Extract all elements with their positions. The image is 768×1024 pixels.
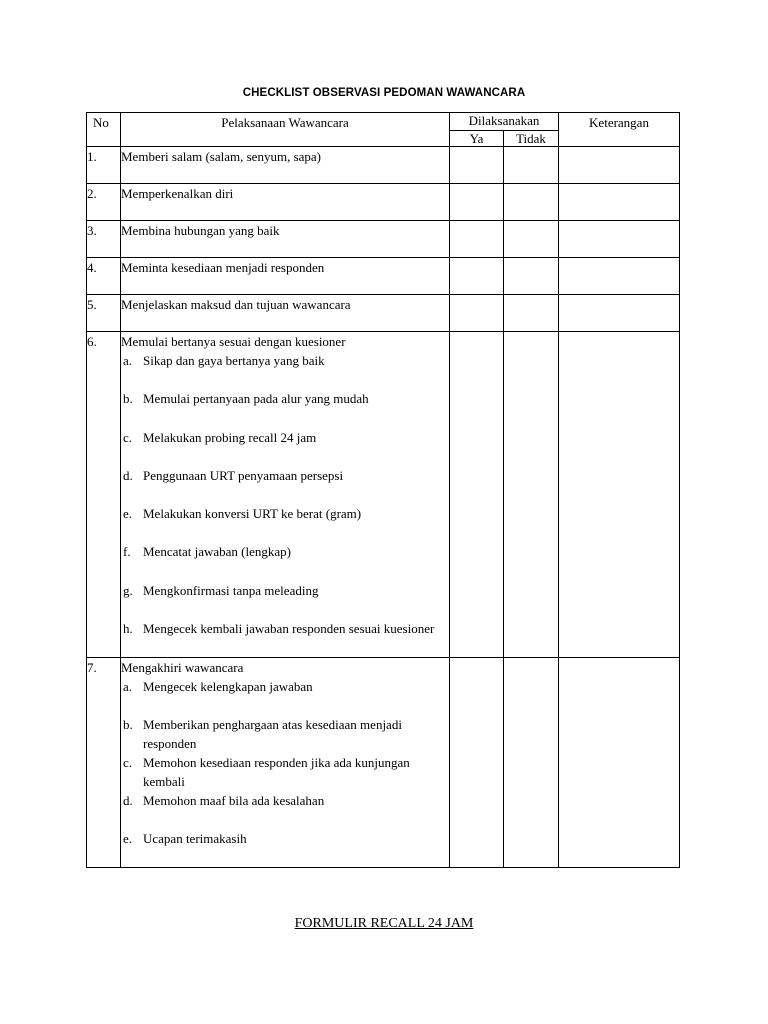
row-activity-label: Mengakhiri wawancara — [121, 660, 244, 675]
row-number: 4. — [87, 258, 121, 295]
list-item-text: Mengkonfirmasi tanpa meleading — [143, 582, 319, 598]
list-item — [121, 351, 449, 370]
header-activity: Pelaksanaan Wawancara — [121, 113, 450, 147]
row-activity — [121, 658, 450, 868]
row-number: 7. — [87, 658, 121, 868]
recall-form-title: FORMULIR RECALL 24 JAM — [294, 916, 474, 931]
list-item-text: Mengecek kelengkapan jawaban — [143, 679, 313, 694]
list-item-letter: b. — [123, 717, 133, 732]
list-item-text: Memohon maaf bila ada kesalahan — [143, 793, 325, 808]
sub-item-list — [121, 351, 449, 638]
notes-cell[interactable] — [559, 295, 680, 332]
list-item-text: Sikap dan gaya bertanya yang baik — [143, 353, 325, 368]
tidak-cell[interactable] — [504, 184, 559, 221]
row-activity — [121, 332, 450, 658]
list-item — [121, 753, 449, 791]
checklist-table — [86, 112, 680, 868]
row-number: 2. — [87, 184, 121, 221]
row-activity: Meminta kesediaan menjadi responden — [121, 258, 450, 295]
tidak-cell[interactable] — [504, 221, 559, 258]
list-item-letter: c. — [123, 755, 133, 770]
row-number: 1. — [87, 147, 121, 184]
list-item-text: Penggunaan URT penyamaan persepsi — [143, 467, 344, 483]
list-item — [121, 466, 449, 485]
sub-item-list — [121, 677, 449, 848]
header-tidak: Tidak — [504, 131, 559, 147]
list-item — [121, 542, 449, 561]
document-title: CHECKLIST OBSERVASI PEDOMAN WAWANCARA — [242, 87, 526, 99]
list-item — [121, 619, 449, 638]
notes-cell[interactable] — [559, 184, 680, 221]
list-item-text: Memberikan penghargaan atas kesediaan menjadi responden — [143, 717, 402, 751]
list-item-letter: e. — [123, 506, 133, 521]
table-row — [87, 184, 680, 221]
list-item — [121, 829, 449, 848]
list-item-text: Ucapan terimakasih — [143, 831, 247, 846]
row-activity: Memberi salam (salam, senyum, sapa) — [121, 147, 450, 184]
tidak-cell[interactable] — [504, 147, 559, 184]
list-item-text: Memohon kesediaan responden jika ada kunjungan kembali — [143, 755, 410, 789]
yes-cell[interactable] — [450, 295, 504, 332]
list-item-letter: d. — [123, 467, 133, 483]
list-item — [121, 677, 449, 696]
list-item — [121, 791, 449, 810]
row-activity: Membina hubungan yang baik — [121, 221, 450, 258]
list-item-letter: d. — [123, 793, 133, 808]
notes-cell[interactable] — [559, 258, 680, 295]
tidak-cell[interactable] — [504, 258, 559, 295]
header-yes: Ya — [450, 131, 504, 147]
list-item-letter: f. — [123, 544, 131, 559]
tidak-cell[interactable] — [504, 295, 559, 332]
yes-cell[interactable] — [450, 658, 504, 868]
list-item-text: Memulai pertanyaan pada alur yang mudah — [143, 391, 369, 406]
table-row — [87, 295, 680, 332]
notes-cell[interactable] — [559, 221, 680, 258]
list-item — [121, 581, 449, 600]
header-no: No — [87, 113, 121, 147]
row-activity: Memperkenalkan diri — [121, 184, 450, 221]
row-activity: Menjelaskan maksud dan tujuan wawancara — [121, 295, 450, 332]
list-item-text: Melakukan konversi URT ke berat (gram) — [143, 506, 362, 521]
list-item-letter: b. — [123, 391, 133, 406]
yes-cell[interactable] — [450, 332, 504, 658]
header-done: Dilaksanakan — [450, 113, 559, 131]
yes-cell[interactable] — [450, 221, 504, 258]
notes-cell[interactable] — [559, 147, 680, 184]
notes-cell[interactable] — [559, 658, 680, 868]
table-row — [87, 147, 680, 184]
yes-cell[interactable] — [450, 147, 504, 184]
table-row — [87, 332, 680, 658]
yes-cell[interactable] — [450, 258, 504, 295]
list-item-letter: a. — [123, 353, 133, 368]
list-item-letter: c. — [123, 429, 133, 445]
list-item-letter: a. — [123, 679, 133, 694]
tidak-cell[interactable] — [504, 332, 559, 658]
table-row — [87, 658, 680, 868]
list-item-text: Mengecek kembali jawaban responden sesuai kuesioner — [143, 620, 435, 636]
list-item — [121, 715, 449, 753]
row-activity-label: Memulai bertanya sesuai dengan kuesioner — [121, 334, 346, 349]
row-number: 6. — [87, 332, 121, 658]
list-item-text: Melakukan probing recall 24 jam — [143, 429, 317, 445]
list-item — [121, 428, 449, 447]
list-item — [121, 504, 449, 523]
header-notes: Keterangan — [559, 113, 680, 147]
table-row — [87, 258, 680, 295]
notes-cell[interactable] — [559, 332, 680, 658]
list-item — [121, 389, 449, 408]
list-item-letter: e. — [123, 831, 133, 846]
list-item-text: Mencatat jawaban (lengkap) — [143, 544, 291, 559]
table-row — [87, 221, 680, 258]
row-number: 3. — [87, 221, 121, 258]
tidak-cell[interactable] — [504, 658, 559, 868]
list-item-letter: h. — [123, 620, 133, 636]
yes-cell[interactable] — [450, 184, 504, 221]
list-item-letter: g. — [123, 582, 133, 598]
row-number: 5. — [87, 295, 121, 332]
